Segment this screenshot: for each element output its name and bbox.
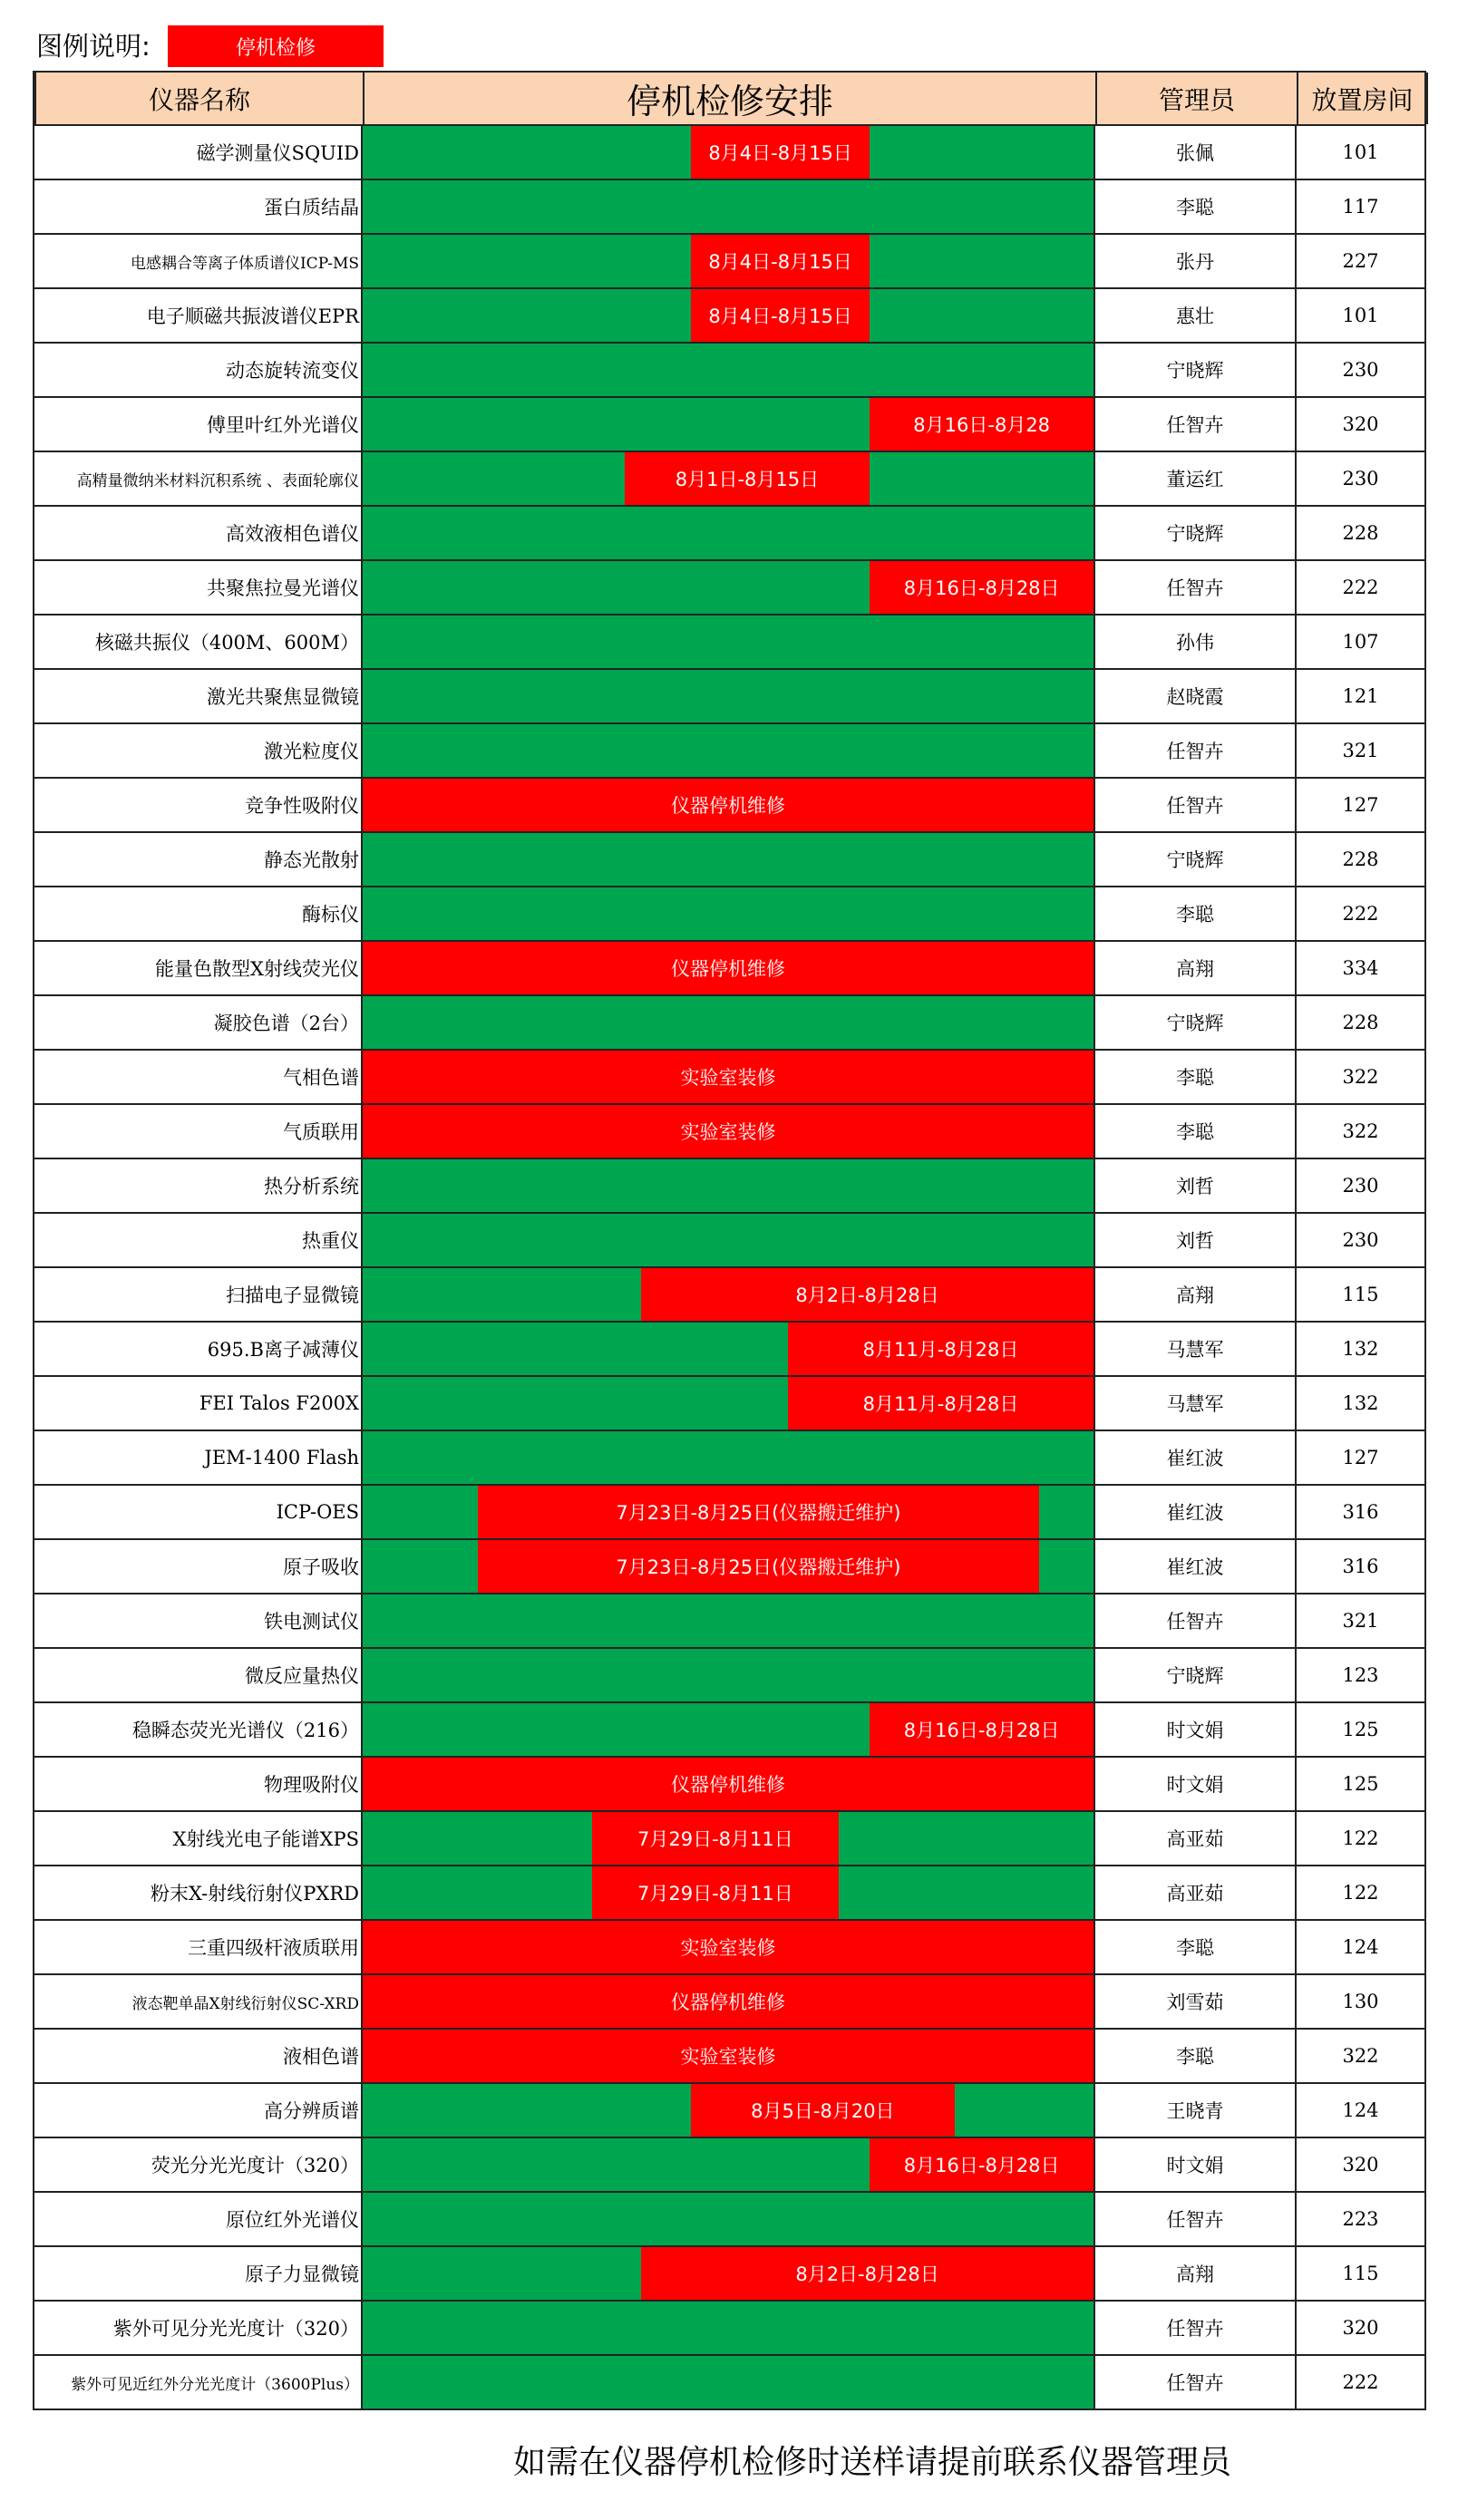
room-number: 125 xyxy=(1295,1758,1426,1810)
table-row xyxy=(33,2302,1426,2356)
maintenance-period-label: 8月2日-8月28日 xyxy=(795,1284,939,1306)
manager-name: 任智卉 xyxy=(1094,561,1295,614)
instrument-name: FEI Talos F200X xyxy=(33,1377,361,1430)
table-row xyxy=(33,289,1426,344)
manager-name: 李聪 xyxy=(1094,1051,1295,1103)
available-bar xyxy=(363,180,1094,233)
manager-name: 李聪 xyxy=(1094,1921,1295,1973)
instrument-name: 激光粒度仪 xyxy=(33,724,361,777)
manager-name: 任智卉 xyxy=(1094,398,1295,451)
schedule-cell xyxy=(361,670,1094,722)
schedule-cell xyxy=(361,1812,1094,1865)
manager-name: 李聪 xyxy=(1094,1105,1295,1158)
room-number: 320 xyxy=(1295,2302,1426,2354)
instrument-name: 电感耦合等离子体质谱仪ICP-MS xyxy=(33,235,361,287)
manager-name: 刘哲 xyxy=(1094,1159,1295,1212)
room-number: 101 xyxy=(1295,289,1426,342)
room-number: 117 xyxy=(1295,180,1426,233)
table-row xyxy=(33,1159,1426,1214)
table-row xyxy=(33,2193,1426,2247)
manager-name: 高亚茹 xyxy=(1094,1812,1295,1865)
table-row xyxy=(33,670,1426,724)
instrument-name: X射线光电子能谱XPS xyxy=(33,1812,361,1865)
schedule-cell xyxy=(361,1649,1094,1701)
table-row xyxy=(33,1377,1426,1431)
maintenance-period-label: 8月16日-8月28日 xyxy=(903,2155,1060,2176)
room-number: 227 xyxy=(1295,235,1426,287)
available-bar xyxy=(363,1649,1094,1701)
table-row xyxy=(33,1105,1426,1159)
schedule-cell xyxy=(361,779,1094,831)
instrument-name: 高精量微纳米材料沉积系统 、表面轮廓仪 xyxy=(33,452,361,505)
maintenance-period-label: 仪器停机维修 xyxy=(671,1774,785,1796)
instrument-name: 高效液相色谱仪 xyxy=(33,507,361,559)
manager-name: 任智卉 xyxy=(1094,2356,1295,2409)
maintenance-period-label: 实验室装修 xyxy=(680,2046,776,2068)
instrument-name: 液态靶单晶X射线衍射仪SC-XRD xyxy=(33,1975,361,2028)
manager-name: 李聪 xyxy=(1094,2030,1295,2082)
maintenance-period-label: 仪器停机维修 xyxy=(671,795,785,817)
room-number: 124 xyxy=(1295,1921,1426,1973)
instrument-name: 酶标仪 xyxy=(33,887,361,940)
maintenance-period-label: 仪器停机维修 xyxy=(671,1992,785,2013)
room-number: 228 xyxy=(1295,996,1426,1049)
instrument-name: 微反应量热仪 xyxy=(33,1649,361,1701)
maintenance-period-label: 8月16日-8月28日 xyxy=(903,1720,1060,1741)
schedule-cell xyxy=(361,1105,1094,1158)
header-manager: 管理员 xyxy=(1095,73,1297,124)
schedule-cell xyxy=(361,942,1094,994)
room-number: 222 xyxy=(1295,887,1426,940)
table-row xyxy=(33,887,1426,942)
available-bar xyxy=(363,996,1094,1049)
maintenance-period-label: 7月29日-8月11日 xyxy=(637,1883,793,1905)
maintenance-period-label: 7月23日-8月25日(仪器搬迁维护) xyxy=(616,1556,901,1578)
available-bar xyxy=(363,507,1094,559)
schedule-cell xyxy=(361,615,1094,668)
instrument-name: 液相色谱 xyxy=(33,2030,361,2082)
maintenance-period-label: 7月23日-8月25日(仪器搬迁维护) xyxy=(616,1502,901,1524)
maintenance-period-label: 实验室装修 xyxy=(680,1937,776,1959)
manager-name: 张丹 xyxy=(1094,235,1295,287)
room-number: 123 xyxy=(1295,1649,1426,1701)
table-row xyxy=(33,2247,1426,2302)
room-number: 321 xyxy=(1295,1594,1426,1647)
table-row xyxy=(33,126,1426,180)
room-number: 222 xyxy=(1295,561,1426,614)
manager-name: 宁晓辉 xyxy=(1094,344,1295,396)
instrument-name: 凝胶色谱（2台） xyxy=(33,996,361,1049)
table-row xyxy=(33,1431,1426,1486)
instrument-name: 气质联用 xyxy=(33,1105,361,1158)
schedule-cell xyxy=(361,1758,1094,1810)
room-number: 320 xyxy=(1295,398,1426,451)
manager-name: 惠壮 xyxy=(1094,289,1295,342)
available-bar xyxy=(363,670,1094,722)
manager-name: 任智卉 xyxy=(1094,1594,1295,1647)
instrument-name: 铁电测试仪 xyxy=(33,1594,361,1647)
table-row xyxy=(33,1540,1426,1594)
manager-name: 任智卉 xyxy=(1094,2193,1295,2245)
instrument-name: 核磁共振仪（400M、600M） xyxy=(33,615,361,668)
instrument-name: ICP-OES xyxy=(33,1486,361,1538)
room-number: 230 xyxy=(1295,1159,1426,1212)
schedule-cell xyxy=(361,724,1094,777)
room-number: 122 xyxy=(1295,1866,1426,1919)
room-number: 320 xyxy=(1295,2138,1426,2191)
table-row xyxy=(33,615,1426,670)
table-row xyxy=(33,1268,1426,1323)
instrument-name: 紫外可见分光光度计（320） xyxy=(33,2302,361,2354)
available-bar xyxy=(363,724,1094,777)
room-number: 230 xyxy=(1295,452,1426,505)
instrument-name: 能量色散型X射线荧光仪 xyxy=(33,942,361,994)
schedule-cell xyxy=(361,1594,1094,1647)
legend xyxy=(36,25,316,63)
instrument-name: 傅里叶红外光谱仪 xyxy=(33,398,361,451)
schedule-cell xyxy=(361,1540,1094,1593)
schedule-cell xyxy=(361,2030,1094,2082)
legend-label: 图例说明: xyxy=(36,30,151,62)
manager-name: 任智卉 xyxy=(1094,779,1295,831)
manager-name: 崔红波 xyxy=(1094,1540,1295,1593)
manager-name: 宁晓辉 xyxy=(1094,996,1295,1049)
maintenance-period-label: 实验室装修 xyxy=(680,1067,776,1089)
instrument-name: 扫描电子显微镜 xyxy=(33,1268,361,1321)
manager-name: 时文娟 xyxy=(1094,1758,1295,1810)
room-number: 321 xyxy=(1295,724,1426,777)
maintenance-period-label: 7月29日-8月11日 xyxy=(637,1828,793,1850)
room-number: 322 xyxy=(1295,1105,1426,1158)
schedule-cell xyxy=(361,126,1094,179)
room-number: 127 xyxy=(1295,779,1426,831)
maintenance-period-label: 8月16日-8月28 xyxy=(913,414,1051,436)
room-number: 130 xyxy=(1295,1975,1426,2028)
schedule-cell xyxy=(361,2084,1094,2137)
footer-note: 如需在仪器停机检修时送样请提前联系仪器管理员 xyxy=(513,2444,1232,2481)
available-bar xyxy=(363,344,1094,396)
schedule-cell xyxy=(361,1431,1094,1484)
manager-name: 宁晓辉 xyxy=(1094,1649,1295,1701)
instrument-name: 蛋白质结晶 xyxy=(33,180,361,233)
schedule-cell xyxy=(361,1214,1094,1266)
maintenance-period-label: 8月5日-8月20日 xyxy=(751,2100,895,2122)
manager-name: 马慧军 xyxy=(1094,1323,1295,1375)
manager-name: 刘雪茹 xyxy=(1094,1975,1295,2028)
maintenance-period-label: 8月11月-8月28日 xyxy=(862,1393,1019,1415)
table-row xyxy=(33,1051,1426,1105)
table-row xyxy=(33,1758,1426,1812)
schedule-cell xyxy=(361,2193,1094,2245)
room-number: 222 xyxy=(1295,2356,1426,2409)
room-number: 132 xyxy=(1295,1377,1426,1430)
room-number: 228 xyxy=(1295,507,1426,559)
maintenance-period-label: 8月4日-8月15日 xyxy=(708,251,852,273)
table-row xyxy=(33,344,1426,398)
room-number: 101 xyxy=(1295,126,1426,179)
instrument-name: 热分析系统 xyxy=(33,1159,361,1212)
schedule-cell xyxy=(361,996,1094,1049)
instrument-name: 稳瞬态荧光光谱仪（216） xyxy=(33,1703,361,1756)
maintenance-period-label: 8月4日-8月15日 xyxy=(708,142,852,164)
maintenance-period-label: 8月2日-8月28日 xyxy=(795,2263,939,2285)
manager-name: 宁晓辉 xyxy=(1094,507,1295,559)
instrument-name: 磁学测量仪SQUID xyxy=(33,126,361,179)
available-bar xyxy=(363,1594,1094,1647)
table-row xyxy=(33,2356,1426,2410)
schedule-cell xyxy=(361,289,1094,342)
table-row xyxy=(33,1594,1426,1649)
table-row xyxy=(33,779,1426,833)
table-row xyxy=(33,1214,1426,1268)
table-row xyxy=(33,1649,1426,1703)
room-number: 230 xyxy=(1295,1214,1426,1266)
schedule-cell xyxy=(361,1377,1094,1430)
manager-name: 李聪 xyxy=(1094,180,1295,233)
table-row xyxy=(33,1866,1426,1921)
instrument-name: 原子吸收 xyxy=(33,1540,361,1593)
schedule-cell xyxy=(361,2247,1094,2300)
manager-name: 高翔 xyxy=(1094,942,1295,994)
instrument-name: JEM-1400 Flash xyxy=(33,1431,361,1484)
table-header xyxy=(33,71,1426,126)
instrument-name: 荧光分光光度计（320） xyxy=(33,2138,361,2191)
schedule-cell xyxy=(361,1159,1094,1212)
schedule-cell xyxy=(361,833,1094,886)
table-row xyxy=(33,1921,1426,1975)
room-number: 334 xyxy=(1295,942,1426,994)
table-row xyxy=(33,1323,1426,1377)
room-number: 228 xyxy=(1295,833,1426,886)
room-number: 322 xyxy=(1295,1051,1426,1103)
instrument-name: 激光共聚焦显微镜 xyxy=(33,670,361,722)
available-bar xyxy=(363,887,1094,940)
schedule-cell xyxy=(361,398,1094,451)
room-number: 124 xyxy=(1295,2084,1426,2137)
manager-name: 任智卉 xyxy=(1094,2302,1295,2354)
room-number: 322 xyxy=(1295,2030,1426,2082)
schedule-cell xyxy=(361,1703,1094,1756)
instrument-name: 热重仪 xyxy=(33,1214,361,1266)
manager-name: 孙伟 xyxy=(1094,615,1295,668)
manager-name: 高翔 xyxy=(1094,1268,1295,1321)
manager-name: 宁晓辉 xyxy=(1094,833,1295,886)
table-row xyxy=(33,1975,1426,2030)
instrument-name: 竞争性吸附仪 xyxy=(33,779,361,831)
maintenance-period-label: 8月16日-8月28日 xyxy=(903,577,1060,599)
manager-name: 高亚茹 xyxy=(1094,1866,1295,1919)
instrument-name: 紫外可见近红外分光光度计（3600Plus） xyxy=(33,2356,361,2409)
schedule-cell xyxy=(361,180,1094,233)
maintenance-period-label: 8月11月-8月28日 xyxy=(862,1339,1019,1361)
manager-name: 时文娟 xyxy=(1094,2138,1295,2191)
instrument-name: 电子顺磁共振波谱仪EPR xyxy=(33,289,361,342)
table-row xyxy=(33,2084,1426,2138)
schedule-cell xyxy=(361,1975,1094,2028)
available-bar xyxy=(363,2302,1094,2354)
table-row xyxy=(33,2030,1426,2084)
maintenance-period-label: 仪器停机维修 xyxy=(671,958,785,980)
table-row xyxy=(33,452,1426,507)
manager-name: 李聪 xyxy=(1094,887,1295,940)
schedule-cell xyxy=(361,887,1094,940)
table-row xyxy=(33,180,1426,235)
schedule-cell xyxy=(361,1866,1094,1919)
instrument-name: 695.B离子减薄仪 xyxy=(33,1323,361,1375)
room-number: 223 xyxy=(1295,2193,1426,2245)
schedule-cell xyxy=(361,1051,1094,1103)
manager-name: 张佩 xyxy=(1094,126,1295,179)
schedule-cell xyxy=(361,2302,1094,2354)
schedule-cell xyxy=(361,1921,1094,1973)
instrument-name: 粉末X-射线衍射仪PXRD xyxy=(33,1866,361,1919)
table-row xyxy=(33,724,1426,779)
available-bar xyxy=(363,1159,1094,1212)
schedule-cell xyxy=(361,2138,1094,2191)
instrument-name: 气相色谱 xyxy=(33,1051,361,1103)
room-number: 122 xyxy=(1295,1812,1426,1865)
schedule-cell xyxy=(361,452,1094,505)
header-schedule: 停机检修安排 xyxy=(363,73,1095,124)
room-number: 127 xyxy=(1295,1431,1426,1484)
room-number: 132 xyxy=(1295,1323,1426,1375)
room-number: 316 xyxy=(1295,1486,1426,1538)
table-row xyxy=(33,942,1426,996)
room-number: 121 xyxy=(1295,670,1426,722)
table-row xyxy=(33,996,1426,1051)
instrument-name: 动态旋转流变仪 xyxy=(33,344,361,396)
maintenance-period-label: 实验室装修 xyxy=(680,1121,776,1143)
schedule-cell xyxy=(361,507,1094,559)
schedule-cell xyxy=(361,561,1094,614)
table-row xyxy=(33,833,1426,887)
schedule-cell xyxy=(361,344,1094,396)
available-bar xyxy=(363,2356,1094,2409)
maintenance-period-label: 8月4日-8月15日 xyxy=(708,305,852,327)
room-number: 125 xyxy=(1295,1703,1426,1756)
manager-name: 时文娟 xyxy=(1094,1703,1295,1756)
schedule-cell xyxy=(361,1323,1094,1375)
table-row xyxy=(33,1812,1426,1866)
room-number: 316 xyxy=(1295,1540,1426,1593)
table-row xyxy=(33,235,1426,289)
manager-name: 赵晓霞 xyxy=(1094,670,1295,722)
schedule-cell xyxy=(361,235,1094,287)
header-instrument-name: 仪器名称 xyxy=(34,73,363,124)
instrument-name: 静态光散射 xyxy=(33,833,361,886)
manager-name: 高翔 xyxy=(1094,2247,1295,2300)
available-bar xyxy=(363,833,1094,886)
instrument-name: 共聚焦拉曼光谱仪 xyxy=(33,561,361,614)
instrument-name: 物理吸附仪 xyxy=(33,1758,361,1810)
instrument-name: 高分辨质谱 xyxy=(33,2084,361,2137)
available-bar xyxy=(363,615,1094,668)
schedule-cell xyxy=(361,1268,1094,1321)
schedule-cell xyxy=(361,1486,1094,1538)
table-row xyxy=(33,1703,1426,1758)
room-number: 115 xyxy=(1295,2247,1426,2300)
room-number: 230 xyxy=(1295,344,1426,396)
instrument-name: 三重四级杆液质联用 xyxy=(33,1921,361,1973)
instrument-name: 原位红外光谱仪 xyxy=(33,2193,361,2245)
manager-name: 马慧军 xyxy=(1094,1377,1295,1430)
available-bar xyxy=(363,2193,1094,2245)
manager-name: 任智卉 xyxy=(1094,724,1295,777)
table-row xyxy=(33,2138,1426,2193)
table-row xyxy=(33,561,1426,615)
table-row xyxy=(33,398,1426,452)
manager-name: 王晓青 xyxy=(1094,2084,1295,2137)
manager-name: 崔红波 xyxy=(1094,1486,1295,1538)
room-number: 115 xyxy=(1295,1268,1426,1321)
available-bar xyxy=(363,1214,1094,1266)
manager-name: 董运红 xyxy=(1094,452,1295,505)
legend-maintenance-swatch: 停机检修 xyxy=(168,25,384,67)
manager-name: 刘哲 xyxy=(1094,1214,1295,1266)
instrument-name: 原子力显微镜 xyxy=(33,2247,361,2300)
header-room: 放置房间 xyxy=(1297,73,1428,124)
table-row xyxy=(33,507,1426,561)
table-row xyxy=(33,1486,1426,1540)
schedule-cell xyxy=(361,2356,1094,2409)
room-number: 107 xyxy=(1295,615,1426,668)
available-bar xyxy=(363,1431,1094,1484)
manager-name: 崔红波 xyxy=(1094,1431,1295,1484)
maintenance-period-label: 8月1日-8月15日 xyxy=(675,469,820,490)
